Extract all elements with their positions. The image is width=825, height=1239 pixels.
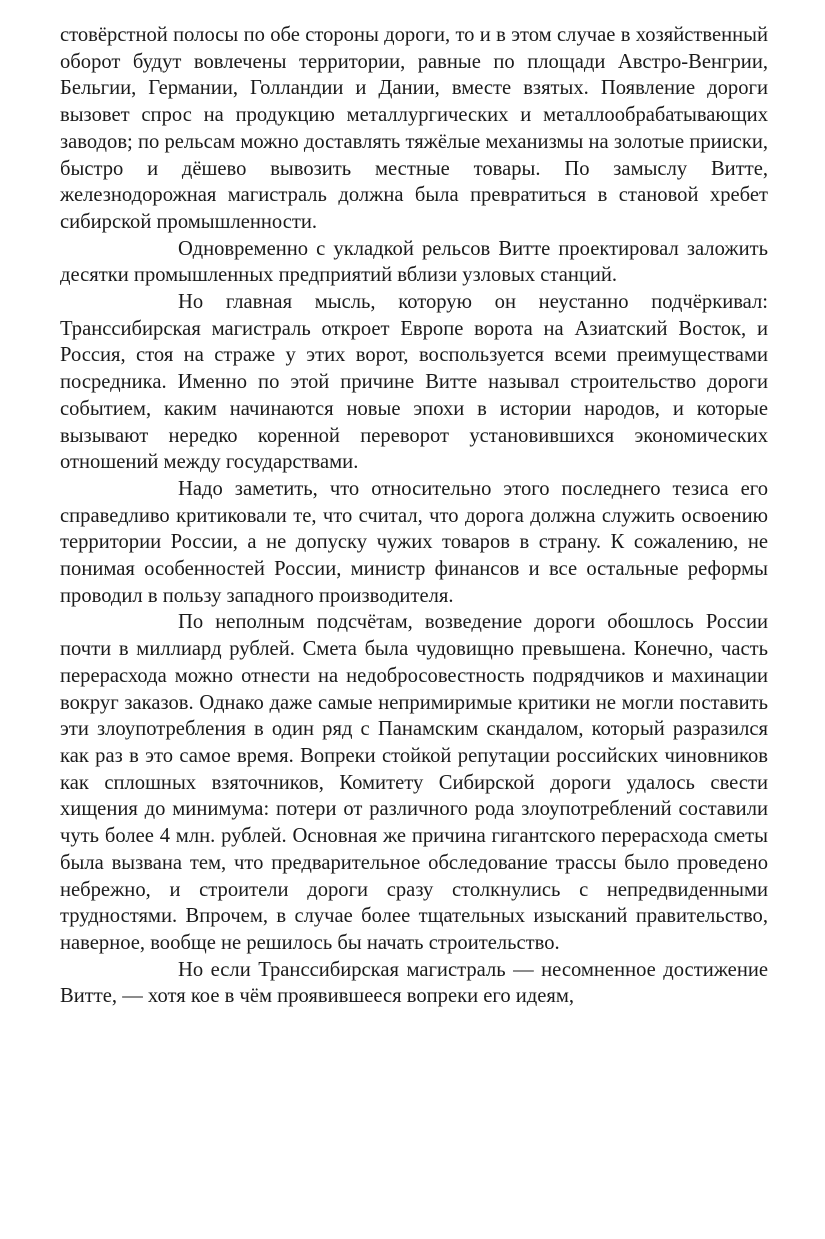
- paragraph-costs: По неполным подсчётам, возведение дороги обошлось России почти в миллиард рублей. Смета была чудовищно превышена. Конечно, часть перерасхода можно отнести на недобросовестность подрядчиков и махинации вокруг заказов. Однако даже самые непримиримые критики не могли поставить эти злоупотребления в один ряд с Панамским скандалом, который разразился как раз в это самое время. Вопреки стойкой репутации российских чиновников как сплошных взяточников, Комитету Сибирской дороги удалось свести хищения до минимума: потери от различного рода злоупотреблений составили чуть более 4 млн. рублей. Основная же причина гигантского перерасхода сметы была вызвана тем, что предварительное обследование трассы было проведено небрежно, и строители дороги сразу столкнулись с непредвиденными трудностями. Впрочем, в случае более тщательных изысканий правительство, наверное, вообще не решилось бы начать строительство.: [60, 611, 768, 954]
- paragraph-industrial-enterprises: Одновременно с укладкой рельсов Витте проектировал заложить десятки промышленных предприятий вблизи узловых станций.: [60, 237, 768, 287]
- paragraph-achievement: Но если Транссибирская магистраль — несомненное достижение Витте, — хотя кое в чём проявившееся вопреки его идеям,: [60, 958, 768, 1008]
- paragraph-main-idea: Но главная мысль, которую он неустанно подчёркивал: Транссибирская магистраль откроет Европе ворота на Азиатский Восток, и Россия, стоя на страже у этих ворот, воспользуется всеми преимуществами посредника. Именно по этой причине Витте называл строительство дороги событием, каким начинаются новые эпохи в истории народов, и которые вызывают нередко коренной переворот установившихся экономических отношений между государствами.: [60, 291, 768, 474]
- paragraph-criticism: Надо заметить, что относительно этого последнего тезиса его справедливо критиковали те, что считал, что дорога должна служить освоению территории России, а не допуску чужих товаров в страну. К сожалению, не понимая особенностей России, министр финансов и все остальные реформы проводил в пользу западного производителя.: [60, 477, 768, 607]
- paragraph-continued: стовёрстной полосы по обе стороны дороги, то и в этом случае в хозяйственный оборот будут вовлечены территории, равные по площади Австро-Венгрии, Бельгии, Германии, Голландии и Дании, вместе взятых. Появление дороги вызовет спрос на продукцию металлургических и металлообрабатывающих заводов; по рельсам можно доставлять тяжёлые механизмы на золотые прииски, быстро и дёшево вывозить местные товары. По замыслу Витте, железнодорожная магистраль должна была превратиться в становой хребет сибирской промышленности.: [60, 24, 768, 233]
- document-page: [60, 22, 768, 1010]
